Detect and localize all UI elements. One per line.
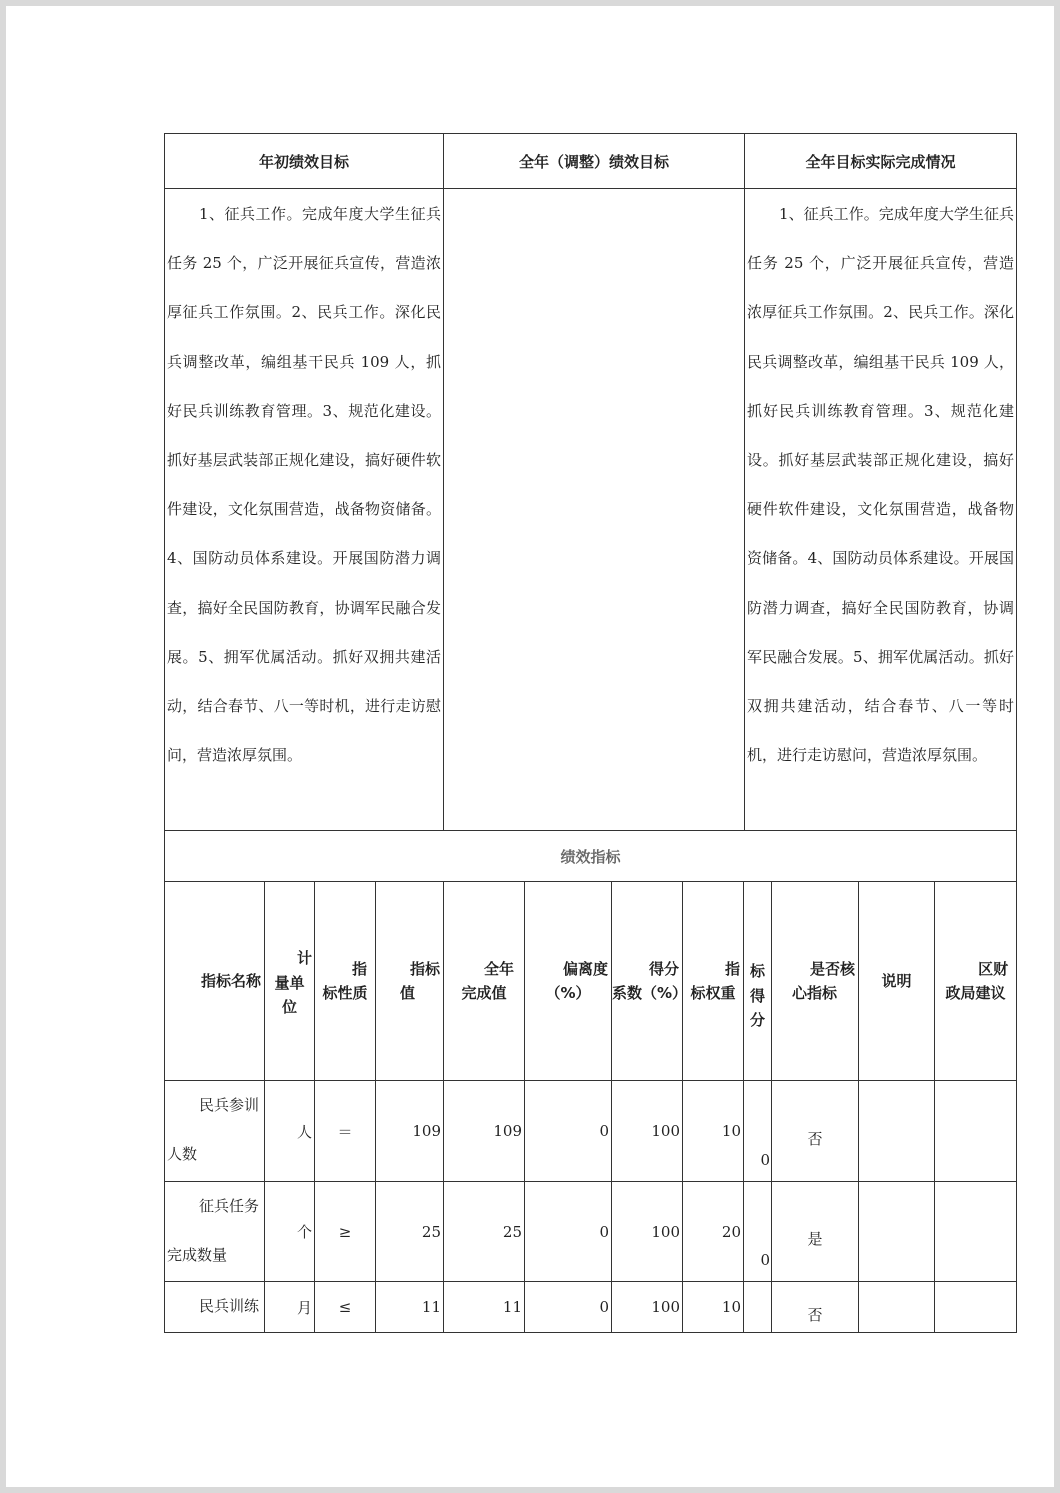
row-target-value: 25 [376, 1182, 444, 1282]
row-note [859, 1081, 935, 1182]
initial-goal-paragraph: 1、征兵工作。完成年度大学生征兵任务 25 个，广泛开展征兵宣传，营造浓厚征兵工作氛围。2、民兵工作。深化民兵调整改革，编组基干民兵 109 人，抓好民兵训练教育管理。3、规范化建设。抓好基层武装部正规化建设，搞好硬件软件建设，文化氛围营造，战备物资储备。4、国防动员体系建设。开展国防潜力调查，搞好全民国防教育，协调军民融合发展。5、拥军优属活动。抓好双拥共建活动，结合春节、八一等时机，进行走访慰问，营造浓厚氛围。 [167, 205, 441, 765]
col-nature-line1: 指 [351, 959, 367, 978]
col-unit-line1: 计 [296, 949, 312, 968]
row-note [859, 1282, 935, 1333]
row-name-line1: 民兵参训 [199, 1096, 260, 1114]
col-score-line2: 得 [749, 986, 765, 1005]
row-unit: 人 [265, 1081, 315, 1182]
col-finance-advice-line1: 区财 [978, 959, 1009, 978]
row-unit: 个 [265, 1182, 315, 1282]
row-deviation: 0 [525, 1182, 612, 1282]
row-weight: 10 [683, 1081, 744, 1182]
col-score-coefficient [612, 882, 688, 1081]
row-name-line1: 征兵任务 [199, 1197, 260, 1215]
col-weight-line2: 标权重 [690, 984, 736, 1002]
row-coefficient: 100 [612, 1081, 683, 1182]
row-target-value: 11 [376, 1282, 444, 1333]
col-target-value-line2: 值 [400, 984, 416, 1002]
col-nature-line2: 标性质 [322, 984, 368, 1002]
row-completed-value: 11 [444, 1282, 525, 1333]
col-core-indicator-line2: 心指标 [792, 984, 838, 1002]
row-coefficient: 100 [612, 1282, 683, 1333]
row-name [165, 1182, 265, 1282]
col-completed-value [444, 882, 525, 1081]
row-deviation: 0 [525, 1282, 612, 1333]
col-weight [683, 882, 744, 1081]
col-score-line3: 分 [749, 1011, 765, 1030]
row-note [859, 1182, 935, 1282]
col-finance-advice [935, 882, 1017, 1081]
row-name-line2: 人数 [167, 1145, 198, 1163]
row-name [165, 1081, 265, 1182]
col-unit [265, 882, 315, 1081]
row-core: 是 [772, 1182, 859, 1282]
col-weight-line1: 指 [724, 959, 740, 978]
col-target-value [376, 882, 444, 1081]
row-nature: ≥ [315, 1182, 376, 1282]
row-name [165, 1282, 265, 1333]
section-title: 绩效指标 [165, 831, 1017, 882]
row-completed-value: 109 [444, 1081, 525, 1182]
col-target-value-line1: 指标 [409, 959, 440, 978]
actual-completion-paragraph: 1、征兵工作。完成年度大学生征兵任务 25 个，广泛开展征兵宣传，营造浓厚征兵工作氛围。2、民兵工作。深化民兵调整改革，编组基干民兵 109 人，抓好民兵训练教育管理。3、规范化建设。抓好基层武装部正规化建设，搞好硬件软件建设，文化氛围营造，战备物资储备。4、国防动员体系建设。开展国防潜力调查，搞好全民国防教育，协调军民融合发展。5、拥军优属活动。抓好双拥共建活动，结合春节、八一等时机，进行走访慰问，营造浓厚氛围。 [747, 205, 1014, 765]
col-core-indicator-line1: 是否核 [809, 959, 855, 978]
goals-table [164, 133, 1017, 831]
row-weight: 20 [683, 1182, 744, 1282]
row-weight: 10 [683, 1282, 744, 1333]
col-unit-line3: 位 [281, 998, 297, 1017]
col-unit-line2: 量单 [274, 973, 305, 992]
row-advice [935, 1081, 1017, 1182]
col-nature [315, 882, 376, 1081]
row-name-line1: 民兵训练 [199, 1297, 260, 1315]
row-nature: ≤ [315, 1282, 376, 1333]
col-score [744, 882, 772, 1081]
row-name-line2: 完成数量 [167, 1246, 228, 1264]
col-indicator-name: 指标名称 [165, 882, 265, 1081]
row-deviation: 0 [525, 1081, 612, 1182]
col-deviation [525, 882, 612, 1081]
col-score-line1: 标 [749, 962, 765, 981]
indicators-table [164, 830, 1017, 1333]
document-page [6, 6, 1054, 1487]
row-advice [935, 1182, 1017, 1282]
row-score: 0 [744, 1182, 772, 1282]
row-score [744, 1282, 772, 1333]
actual-completion-text [745, 189, 1017, 831]
col-completed-value-line1: 全年 [483, 959, 514, 978]
row-coefficient: 100 [612, 1182, 683, 1282]
row-score: 0 [744, 1081, 772, 1182]
row-completed-value: 25 [444, 1182, 525, 1282]
initial-goal-text [165, 189, 444, 831]
col-score-coefficient-line2: 系数（%） [612, 984, 688, 1002]
row-core: 否 [772, 1081, 859, 1182]
row-nature: ＝ [315, 1081, 376, 1182]
col-core-indicator [772, 882, 859, 1081]
table-row [165, 1182, 1017, 1282]
adjusted-goal-text [444, 189, 745, 831]
col-deviation-line1: 偏离度 [562, 959, 608, 978]
row-advice [935, 1282, 1017, 1333]
col-completed-value-line2: 完成值 [461, 984, 507, 1002]
header-actual-completion: 全年目标实际完成情况 [745, 134, 1017, 189]
col-deviation-line2: （%） [545, 984, 591, 1002]
row-core: 否 [772, 1282, 859, 1333]
table-row [165, 1282, 1017, 1333]
col-score-coefficient-line1: 得分 [648, 959, 679, 978]
col-note: 说明 [859, 882, 935, 1081]
row-target-value: 109 [376, 1081, 444, 1182]
col-finance-advice-line2: 政局建议 [945, 984, 1006, 1002]
row-unit: 月 [265, 1282, 315, 1333]
table-row [165, 1081, 1017, 1182]
header-adjusted-goal: 全年（调整）绩效目标 [444, 134, 745, 189]
header-initial-goal: 年初绩效目标 [165, 134, 444, 189]
